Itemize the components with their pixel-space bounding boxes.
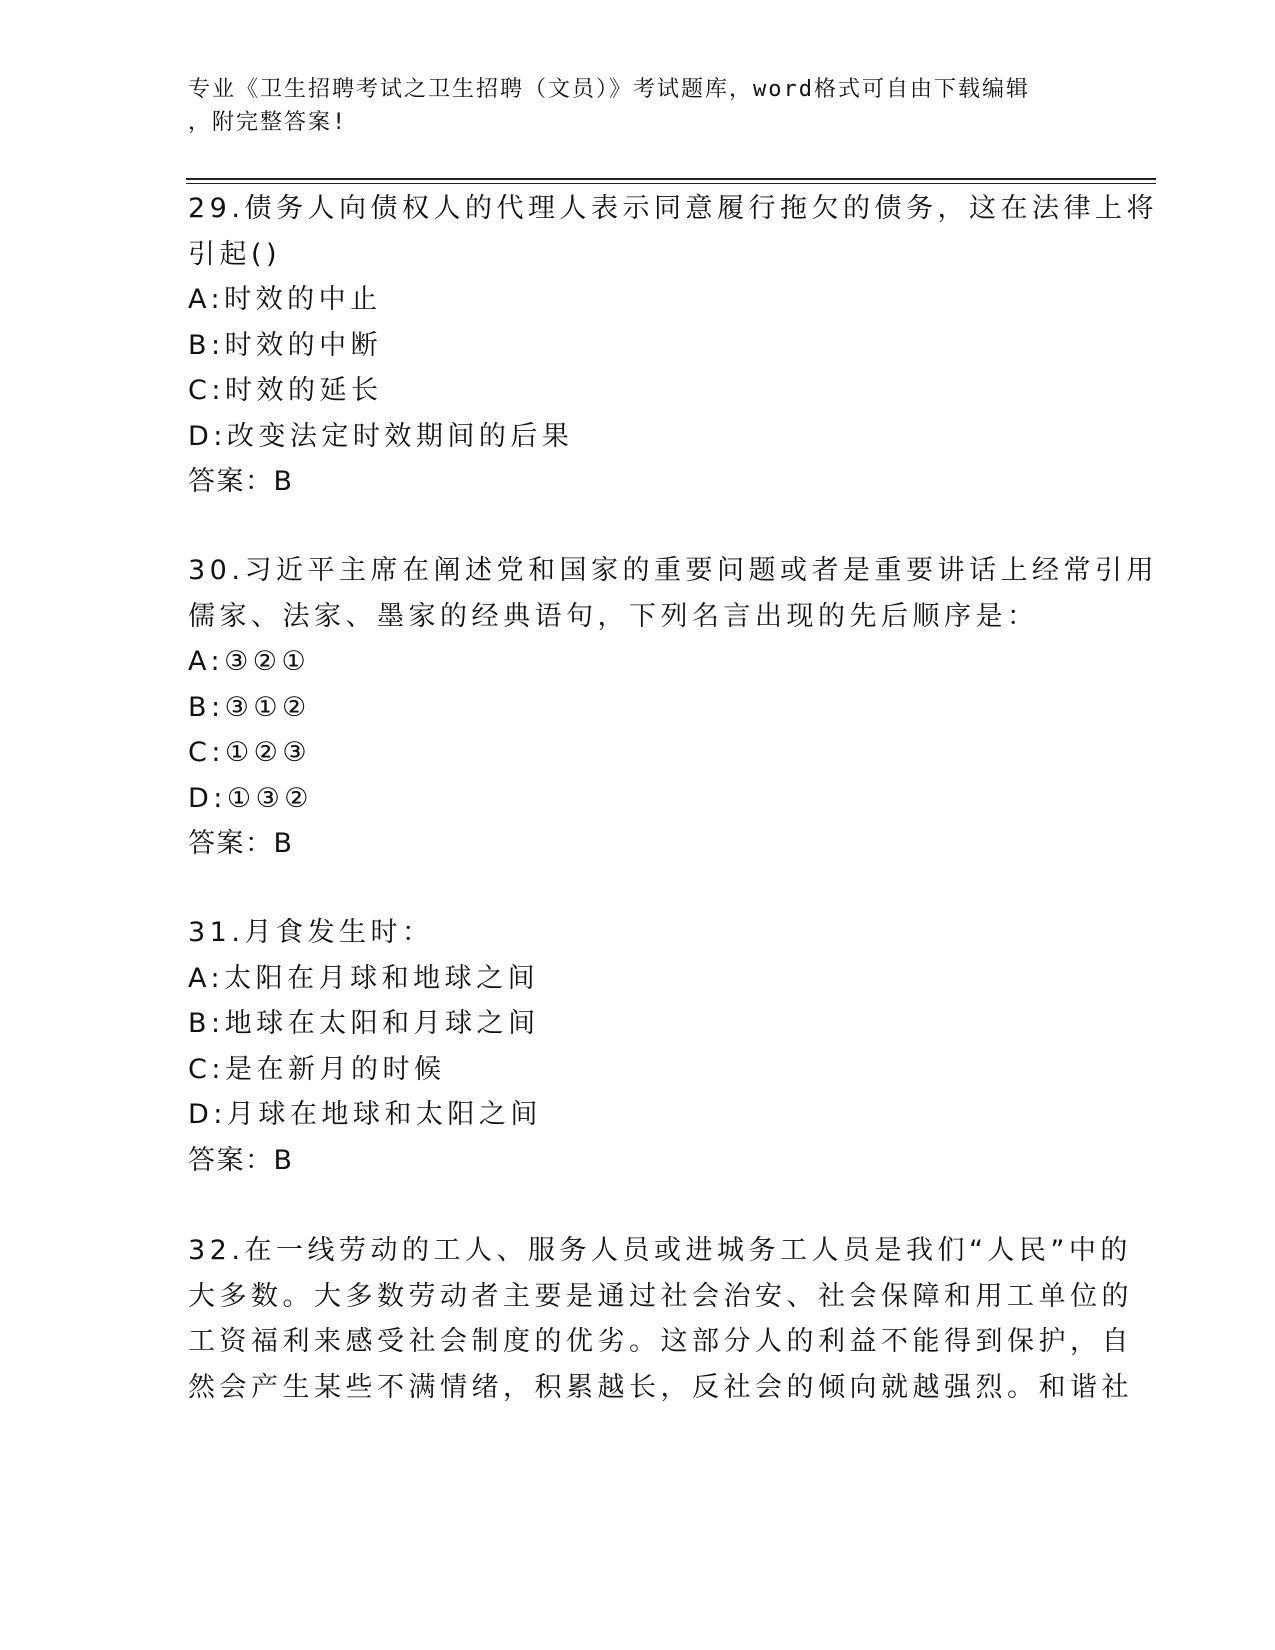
option-d: D:月球在地球和太阳之间 xyxy=(188,1099,542,1130)
question-text-line: 31.月食发生时： xyxy=(188,917,434,948)
option-a: A:时效的中止 xyxy=(188,284,382,315)
question-31 xyxy=(188,910,1088,1183)
question-text xyxy=(188,910,1088,956)
question-30 xyxy=(188,548,1158,867)
question-text-line: 30.习近平主席在阐述党和国家的重要问题或者是重要讲话上经常引用 xyxy=(188,555,1158,586)
document-header xyxy=(188,73,1068,139)
option-b: B:③①② xyxy=(188,691,311,723)
question-text-line: 32.在一线劳动的工人、服务人员或进城务工人员是我们“人民”中的 xyxy=(188,1235,1132,1266)
question-text-line: 然会产生某些不满情绪，积累越长，反社会的倾向就越强烈。和谐社 xyxy=(188,1371,1133,1403)
option-b: B:时效的中断 xyxy=(188,329,383,361)
question-32 xyxy=(188,1228,1133,1410)
header-line-2: ，附完整答案! xyxy=(188,110,348,135)
header-divider-thick xyxy=(186,178,1156,180)
header-line-1: 专业《卫生招聘考试之卫生招聘（文员）》考试题库，word格式可自由下载编辑 xyxy=(188,77,1030,102)
answer-line: 答案：B xyxy=(188,466,294,497)
question-text-line: 工资福利来感受社会制度的优劣。这部分人的利益不能得到保护，自 xyxy=(188,1326,1133,1357)
question-text xyxy=(188,1228,1133,1410)
option-c: C:是在新月的时候 xyxy=(188,1053,446,1085)
option-c: C:时效的延长 xyxy=(188,375,383,406)
option-c: C:①②③ xyxy=(188,737,312,768)
option-b: B:地球在太阳和月球之间 xyxy=(188,1008,540,1039)
header-divider-thin xyxy=(186,183,1156,184)
option-a: A:太阳在月球和地球之间 xyxy=(188,962,540,994)
question-text-line: 29.债务人向债权人的代理人表示同意履行拖欠的债务，这在法律上将 xyxy=(188,193,1158,224)
answer-line: 答案：B xyxy=(188,828,294,859)
question-text-line: 儒家、法家、墨家的经典语句，下列名言出现的先后顺序是： xyxy=(188,600,1039,632)
answer-line: 答案：B xyxy=(188,1144,294,1176)
question-text xyxy=(188,548,1158,639)
question-text-line: 大多数。大多数劳动者主要是通过社会治安、社会保障和用工单位的 xyxy=(188,1280,1133,1312)
question-text-line: 引起() xyxy=(188,238,282,270)
question-29 xyxy=(188,186,1158,505)
option-a: A:③②① xyxy=(188,646,311,677)
option-d: D:改变法定时效期间的后果 xyxy=(188,420,574,452)
option-d: D:①③② xyxy=(188,782,314,814)
question-text xyxy=(188,186,1158,277)
